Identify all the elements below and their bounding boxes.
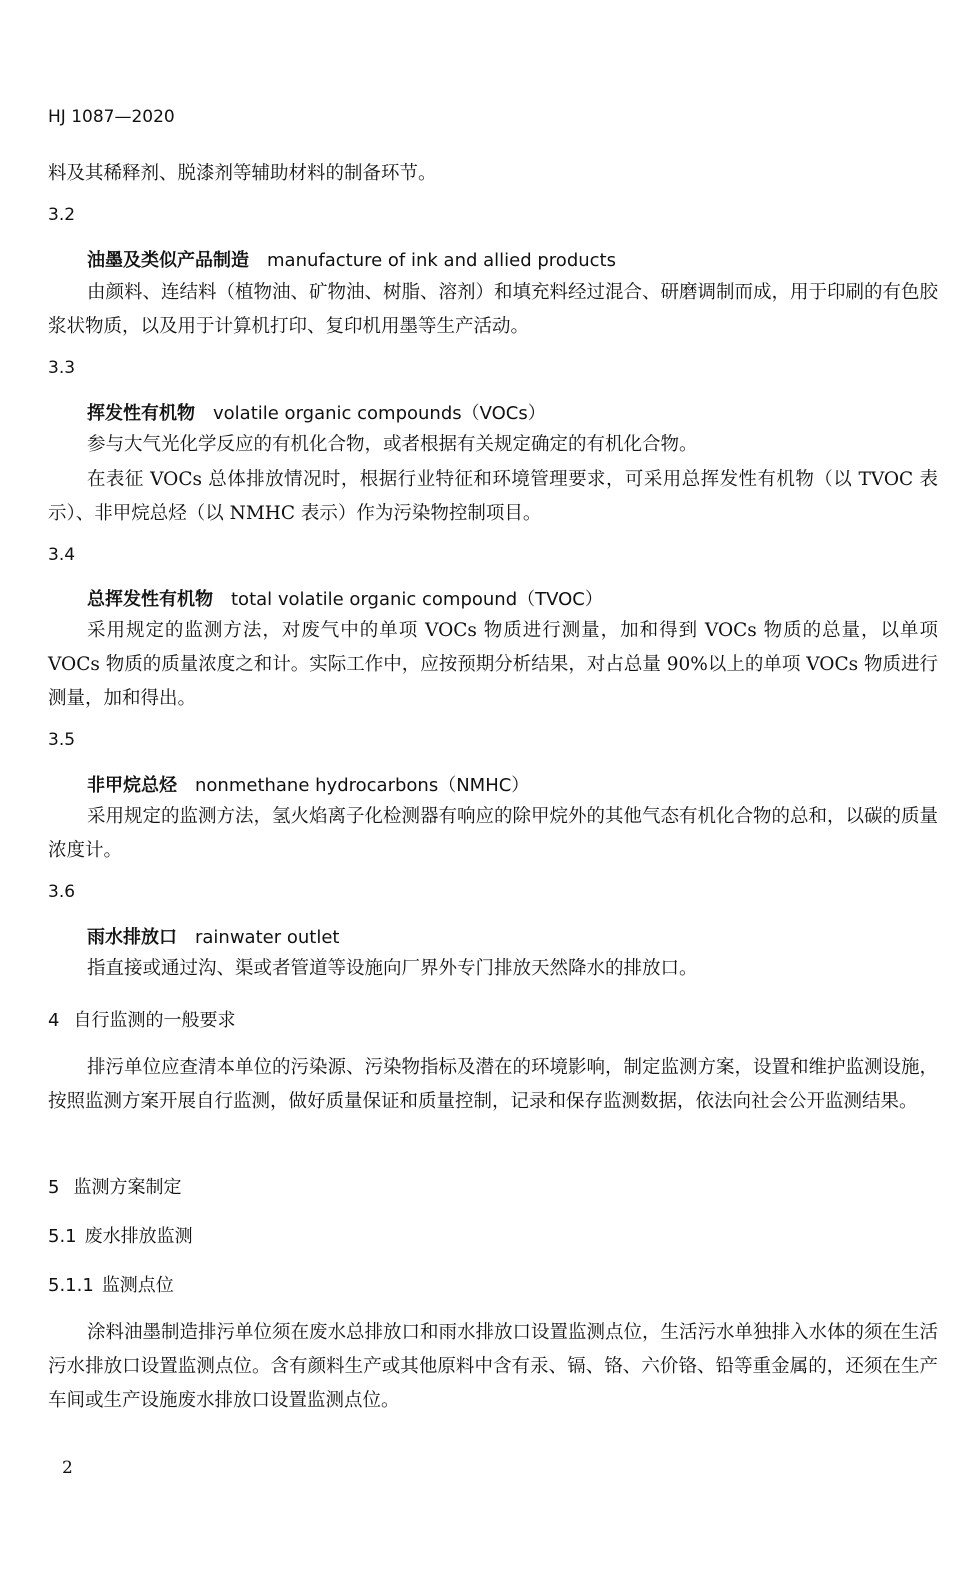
- clause-number-3-6: 3.6: [48, 882, 76, 902]
- term-zh: 雨水排放口: [87, 927, 177, 948]
- term-en: nonmethane hydrocarbons（NMHC）: [195, 775, 530, 796]
- section-number: 5.1.1: [48, 1275, 94, 1296]
- term-en: manufacture of ink and allied products: [267, 250, 616, 271]
- section-title: 自行监测的一般要求: [73, 1010, 236, 1031]
- note-paragraph: 在表征 VOCs 总体排放情况时，根据行业特征和环境管理要求，可采用总挥发性有机物（以 TVOC 表示）、非甲烷总烃（以 NMHC 表示）作为污染物控制项目。: [48, 469, 938, 524]
- definition-paragraph: 采用规定的监测方法，氢火焰离子化检测器有响应的除甲烷外的其他气态有机化合物的总和，以碳的质量浓度计。: [48, 806, 939, 861]
- section-number: 5: [48, 1177, 60, 1198]
- clause-number-3-5: 3.5: [48, 730, 76, 750]
- section-heading-5: [48, 1173, 938, 1199]
- definition-paragraph: 由颜料、连结料（植物油、矿物油、树脂、溶剂）和填充料经过混合、研磨调制而成，用于印刷的有色胶浆状物质，以及用于计算机打印、复印机用墨等生产活动。: [48, 282, 939, 337]
- standard-code-header: HJ 1087—2020: [48, 107, 175, 127]
- definition-paragraph: 指直接或通过沟、渠或者管道等设施向厂界外专门排放天然降水的排放口。: [87, 958, 698, 979]
- continued-paragraph: 料及其稀释剂、脱漆剂等辅助材料的制备环节。: [48, 163, 437, 184]
- section-paragraph: 排污单位应查清本单位的污染源、污染物指标及潜在的环境影响，制定监测方案，设置和维护监测设施，按照监测方案开展自行监测，做好质量保证和质量控制，记录和保存监测数据，依法向社会公开监测结果。: [48, 1057, 939, 1112]
- term-3-5: [87, 771, 937, 797]
- clause-number-3-4: 3.4: [48, 545, 76, 565]
- term-zh: 总挥发性有机物: [87, 589, 213, 610]
- section-heading-4: [48, 1006, 938, 1032]
- section-heading-5-1: [48, 1222, 938, 1248]
- clause-number-3-3: 3.3: [48, 358, 76, 378]
- term-zh: 油墨及类似产品制造: [87, 250, 249, 271]
- term-3-6: [87, 923, 937, 949]
- term-en: total volatile organic compound（TVOC）: [231, 589, 603, 610]
- section-paragraph: 涂料油墨制造排污单位须在废水总排放口和雨水排放口设置监测点位，生活污水单独排入水体的须在生活污水排放口设置监测点位。含有颜料生产或其他原料中含有汞、镉、铬、六价铬、铅等重金属的，还须在生产车间或生产设施废水排放口设置监测点位。: [48, 1322, 939, 1411]
- section-title: 监测点位: [101, 1275, 174, 1296]
- section-title: 废水排放监测: [84, 1226, 193, 1247]
- term-en: rainwater outlet: [195, 927, 340, 948]
- term-en: volatile organic compounds（VOCs）: [213, 403, 546, 424]
- term-3-3: [87, 399, 937, 425]
- section-heading-5-1-1: [48, 1271, 938, 1297]
- page-number: 2: [62, 1458, 73, 1478]
- section-number: 5.1: [48, 1226, 77, 1247]
- term-3-4: [87, 585, 937, 611]
- section-number: 4: [48, 1010, 60, 1031]
- definition-paragraph: 参与大气光化学反应的有机化合物，或者根据有关规定确定的有机化合物。: [87, 434, 698, 455]
- definition-paragraph: 采用规定的监测方法，对废气中的单项 VOCs 物质进行测量，加和得到 VOCs 物质的总量，以单项 VOCs 物质的质量浓度之和计。实际工作中，应按预期分析结果，对占总量 90%以上的单项 VOCs 物质进行测量，加和得出。: [48, 620, 938, 709]
- section-title: 监测方案制定: [73, 1177, 182, 1198]
- clause-number-3-2: 3.2: [48, 205, 76, 225]
- term-3-2: [87, 246, 937, 272]
- term-zh: 非甲烷总烃: [87, 775, 177, 796]
- term-zh: 挥发性有机物: [87, 403, 195, 424]
